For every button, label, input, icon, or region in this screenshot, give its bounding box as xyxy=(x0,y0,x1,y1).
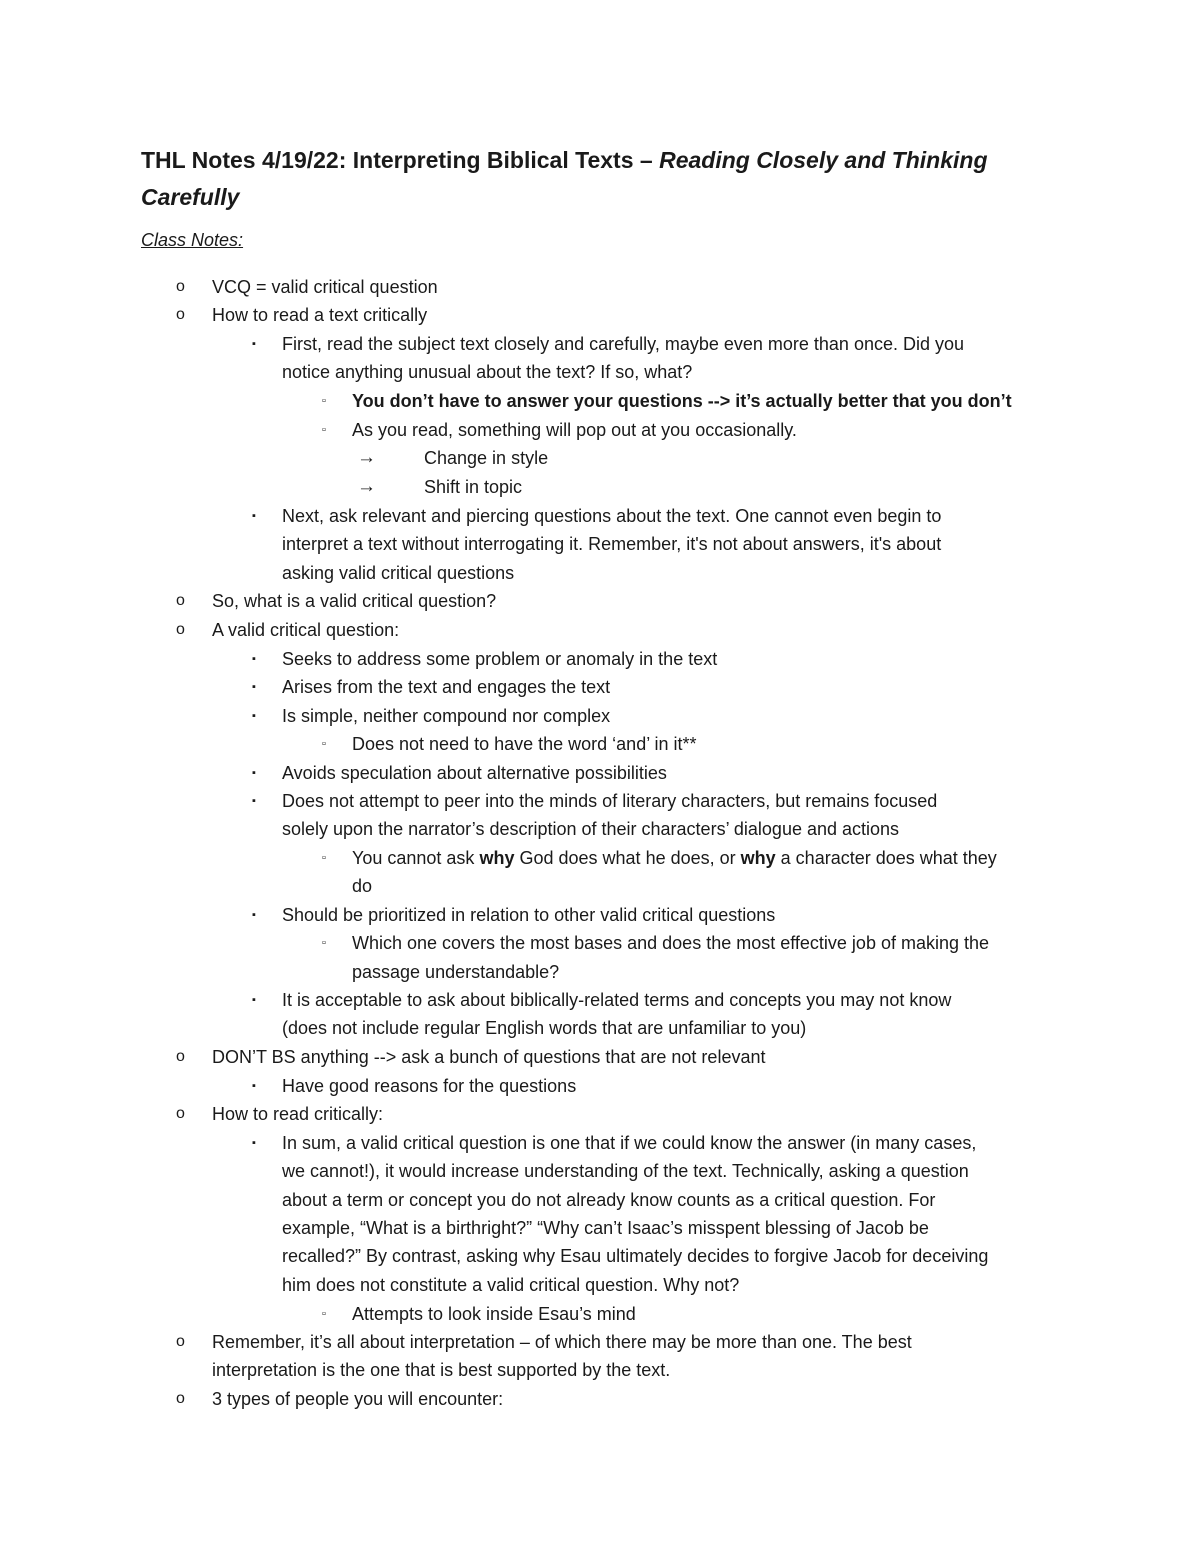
bullet-level2: ▪ xyxy=(252,909,256,921)
note-line: DON’T BS anything --> ask a bunch of questions that are not relevant xyxy=(212,1047,766,1067)
bullet-level2: ▪ xyxy=(252,795,256,807)
note-line: interpretation is the one that is best supported by the text. xyxy=(212,1360,671,1380)
note-line: Which one covers the most bases and does the most effective job of making the xyxy=(352,933,990,953)
note-line: Does not attempt to peer into the minds of literary characters, but remains focused xyxy=(282,791,938,811)
bullet-level1: o xyxy=(176,306,185,323)
bullet-level2: ▪ xyxy=(252,653,256,665)
note-line: Shift in topic xyxy=(424,477,523,497)
bullet-level3: ▫ xyxy=(322,852,326,864)
bullet-level1: o xyxy=(176,621,185,638)
note-line: How to read critically: xyxy=(212,1104,384,1124)
note-line: Change in style xyxy=(424,448,549,468)
note-text: You cannot ask xyxy=(352,848,475,868)
note-line: solely upon the narrator’s description of their characters’ dialogue and actions xyxy=(282,819,900,839)
note-line: do xyxy=(352,876,373,896)
note-line: How to read a text critically xyxy=(212,305,428,325)
note-line-bold: You don’t have to answer your questions --> it’s actually better that you don’t xyxy=(352,391,1012,411)
note-line xyxy=(352,844,997,873)
section-heading: Class Notes: xyxy=(141,230,244,250)
note-line: (does not include regular English words that are unfamiliar to you) xyxy=(282,1018,807,1038)
note-line: him does not constitute a valid critical question. Why not? xyxy=(282,1275,740,1295)
bullet-level2: ▪ xyxy=(252,767,256,779)
note-line: Seeks to address some problem or anomaly in the text xyxy=(282,649,718,669)
note-line: Arises from the text and engages the text xyxy=(282,677,611,697)
note-line: Attempts to look inside Esau’s mind xyxy=(352,1304,636,1324)
bullet-level2: ▪ xyxy=(252,338,256,350)
note-line: example, “What is a birthright?” “Why can’t Isaac’s misspent blessing of Jacob be xyxy=(282,1218,929,1238)
note-line: passage understandable? xyxy=(352,962,560,982)
note-text-bold: why xyxy=(740,848,776,868)
arrow-icon: → xyxy=(357,447,376,468)
bullet-level2: ▪ xyxy=(252,1080,256,1092)
bullet-level2: ▪ xyxy=(252,1137,256,1149)
note-line: Have good reasons for the questions xyxy=(282,1076,577,1096)
bullet-level1: o xyxy=(176,592,185,609)
note-line: VCQ = valid critical question xyxy=(212,277,438,297)
note-line: asking valid critical questions xyxy=(282,563,515,583)
note-line: First, read the subject text closely and carefully, maybe even more than once. Did you xyxy=(282,334,965,354)
note-line: Remember, it’s all about interpretation – of which there may be more than one. The best xyxy=(212,1332,912,1352)
note-line: interpret a text without interrogating it. Remember, it's not about answers, it's about xyxy=(282,534,942,554)
bullet-level3: ▫ xyxy=(322,424,326,436)
note-text: God does what he does, or xyxy=(519,848,736,868)
title-italic-continued: Carefully xyxy=(141,184,240,210)
page-title xyxy=(141,142,1061,216)
bullet-level3: ▫ xyxy=(322,738,326,750)
bullet-level2: ▪ xyxy=(252,710,256,722)
note-line: recalled?” By contrast, asking why Esau ultimately decides to forgive Jacob for deceiving xyxy=(282,1246,989,1266)
bullet-level1: o xyxy=(176,1048,185,1065)
note-line: As you read, something will pop out at you occasionally. xyxy=(352,420,797,440)
note-line: Avoids speculation about alternative possibilities xyxy=(282,763,667,783)
bullet-level2: ▪ xyxy=(252,510,256,522)
bullet-level1: o xyxy=(176,1333,185,1350)
note-line: about a term or concept you do not already know counts as a critical question. For xyxy=(282,1190,936,1210)
note-text-bold: why xyxy=(479,848,515,868)
note-text: a character does what they xyxy=(780,848,997,868)
note-line: It is acceptable to ask about biblically-related terms and concepts you may not know xyxy=(282,990,952,1010)
bullet-level1: o xyxy=(176,1390,185,1407)
bullet-level1: o xyxy=(176,1105,185,1122)
note-line: Should be prioritized in relation to other valid critical questions xyxy=(282,905,776,925)
note-line: Next, ask relevant and piercing questions about the text. One cannot even begin to xyxy=(282,506,942,526)
title-italic: Reading Closely and Thinking xyxy=(659,147,988,173)
note-line: A valid critical question: xyxy=(212,620,400,640)
bullet-level3: ▫ xyxy=(322,395,326,407)
arrow-icon: → xyxy=(357,476,376,497)
note-line: Is simple, neither compound nor complex xyxy=(282,706,611,726)
title-main: THL Notes 4/19/22: Interpreting Biblical Texts – xyxy=(141,147,653,173)
bullet-level2: ▪ xyxy=(252,994,256,1006)
note-line: So, what is a valid critical question? xyxy=(212,591,497,611)
bullet-level3: ▫ xyxy=(322,937,326,949)
note-line: Does not need to have the word ‘and’ in it** xyxy=(352,734,697,754)
bullet-level2: ▪ xyxy=(252,681,256,693)
note-line: notice anything unusual about the text? If so, what? xyxy=(282,362,693,382)
note-line: In sum, a valid critical question is one that if we could know the answer (in many cases, xyxy=(282,1133,977,1153)
note-line: 3 types of people you will encounter: xyxy=(212,1389,504,1409)
note-line: we cannot!), it would increase understanding of the text. Technically, asking a question xyxy=(282,1161,969,1181)
bullet-level3: ▫ xyxy=(322,1308,326,1320)
bullet-level1: o xyxy=(176,278,185,295)
